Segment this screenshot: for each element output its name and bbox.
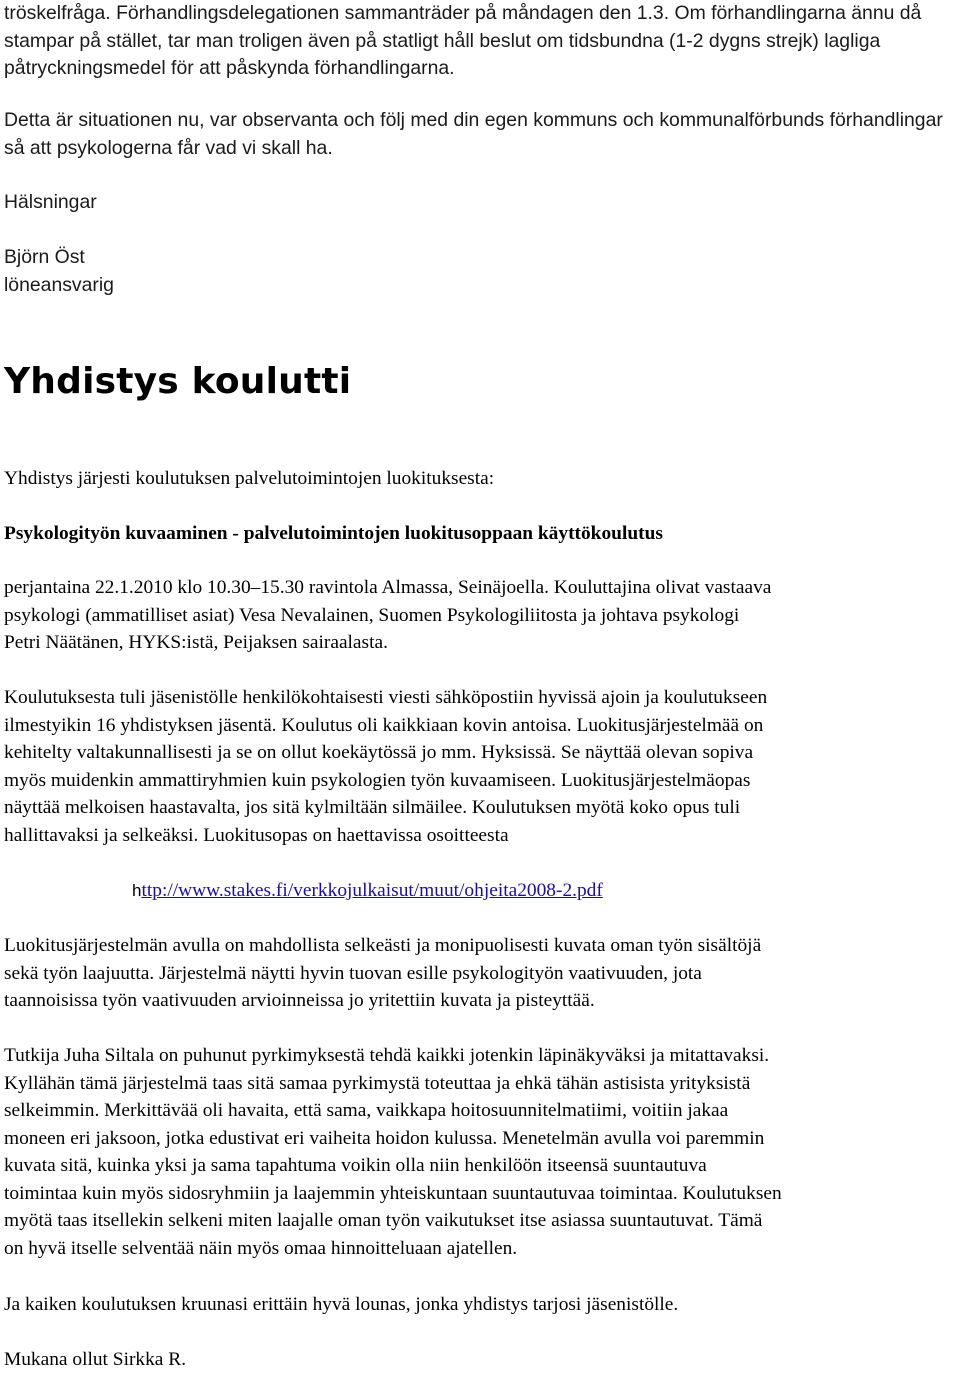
paragraph-classification xyxy=(4,932,958,1015)
signature-name: Björn Öst xyxy=(4,246,85,268)
paragraph-line: moneen eri jaksoon, jotka edustivat eri vaiheita hoidon kulussa. Menetelmän avulla voi paremmin xyxy=(4,1127,765,1149)
paragraph-line: hallittavaksi ja selkeäksi. Luokitusopas on haettavissa osoitteesta xyxy=(4,824,509,846)
guide-link-row xyxy=(132,877,932,905)
paragraph-line: näyttää melkoisen haastavalta, jos sitä kylmiltään silmäilee. Koulutuksen myötä koko opus tuli xyxy=(4,797,741,818)
closing-signature: Mukana ollut Sirkka R. xyxy=(4,1349,187,1370)
paragraph-line: ilmestyikin 16 yhdistyksen jäsentä. Koulutus oli kaikkiaan kovin antoisa. Luokitusjärjestelmää on xyxy=(4,714,764,736)
paragraph-line: myös muidenkin ammattiryhmien kuin psykologien työn kuvaamiseen. Luokitusjärjestelmäopas xyxy=(4,769,751,791)
paragraph-line: selkeimmin. Merkittävää oli havaita, että sama, vaikkapa hoitosuunnitelmatiimi, voitiin jakaa xyxy=(4,1100,729,1121)
paragraph-line: Petri Näätänen, HYKS:istä, Peijaksen sairaalasta. xyxy=(4,632,388,653)
paragraph-siltala xyxy=(4,1042,958,1262)
course-title: Psykologityön kuvaaminen - palvelutoimintojen luokitusoppaan käyttökoulutus xyxy=(4,523,663,544)
signature-title: löneansvarig xyxy=(4,274,114,296)
paragraph-line: psykologi (ammatilliset asiat) Vesa Nevalainen, Suomen Psykologiliitosta ja johtava psykologi xyxy=(4,604,740,626)
paragraph-line: perjantaina 22.1.2010 klo 10.30–15.30 ravintola Almassa, Seinäjoella. Kouluttajina olivat vastaava xyxy=(4,577,772,598)
paragraph-line: sekä työn laajuutta. Järjestelmä näytti hyvin tuovan esille psykologityön vaativuuden, jota xyxy=(4,962,702,984)
paragraph-lunch: Ja kaiken koulutuksen kruunasi erittäin hyvä lounas, jonka yhdistys tarjosi jäsenistölle. xyxy=(4,1294,679,1315)
letter-greeting: Hälsningar xyxy=(4,191,97,213)
paragraph-event-details xyxy=(4,574,958,657)
paragraph-line: Tutkija Juha Siltala on puhunut pyrkimyksestä tehdä kaikki jotenkin läpinäkyväksi ja mitattavaksi. xyxy=(4,1045,770,1066)
letter-paragraph-situation: Detta är situationen nu, var observanta och följ med din egen kommuns och kommunalförbunds förhandlingar så att psykologerna får vad vi skall ha. xyxy=(4,109,943,159)
paragraph-line: Kyllähän tämä järjestelmä taas sitä samaa pyrkimystä toteuttaa ja ehkä tähän astisista yrityksistä xyxy=(4,1072,751,1094)
letter-paragraph-top: tröskelfråga. Förhandlingsdelegationen sammanträder på måndagen den 1.3. Om förhandlingarna ännu då stampar på stället, tar man troligen även på statligt håll beslut om tidsbundna (1-2 dygns strejk) lagliga påtryckningsmedel för att påskynda förhandlingarna. xyxy=(4,2,922,79)
paragraph-line: toimintaa kuin myös sidosryhmiin ja laajemmin yhteiskuntaan suuntautuvaa toimintaa. Koulutuksen xyxy=(4,1182,782,1204)
article-heading: Yhdistys koulutti xyxy=(4,361,352,402)
paragraph-line: taannoisissa työn vaativuuden arvioinneissa jo yritettiin kuvata ja pisteyttää. xyxy=(4,990,595,1011)
paragraph-line: kehitelty valtakunnallisesti ja se on ollut koekäytössä jo mm. Hyksissä. Se näyttää olevan sopiva xyxy=(4,742,754,763)
paragraph-line: myötä taas itsellekin selkeni miten laajalle oman työn vaikutukset itse asiassa suuntautuvat. Tämä xyxy=(4,1210,763,1231)
paragraph-line: on hyvä itselle selventää näin myös omaa hinnoitteluaan ajatellen. xyxy=(4,1237,518,1259)
paragraph-line: Luokitusjärjestelmän avulla on mahdollista selkeästi ja monipuolisesti kuvata oman työn sisältöjä xyxy=(4,935,762,956)
article-intro: Yhdistys järjesti koulutuksen palvelutoimintojen luokituksesta: xyxy=(4,468,495,489)
link-prefix: h xyxy=(132,881,142,900)
paragraph-invitation xyxy=(4,684,958,849)
paragraph-line: kuvata sitä, kuinka yksi ja sama tapahtuma voikin olla niin henkilöön itseensä suuntautuva xyxy=(4,1155,707,1176)
guide-pdf-link[interactable]: ttp://www.stakes.fi/verkkojulkaisut/muut/ohjeita2008-2.pdf xyxy=(141,880,603,901)
paragraph-line: Koulutuksesta tuli jäsenistölle henkilökohtaisesti viesti sähköpostiin hyvissä ajoin ja koulutukseen xyxy=(4,687,768,708)
